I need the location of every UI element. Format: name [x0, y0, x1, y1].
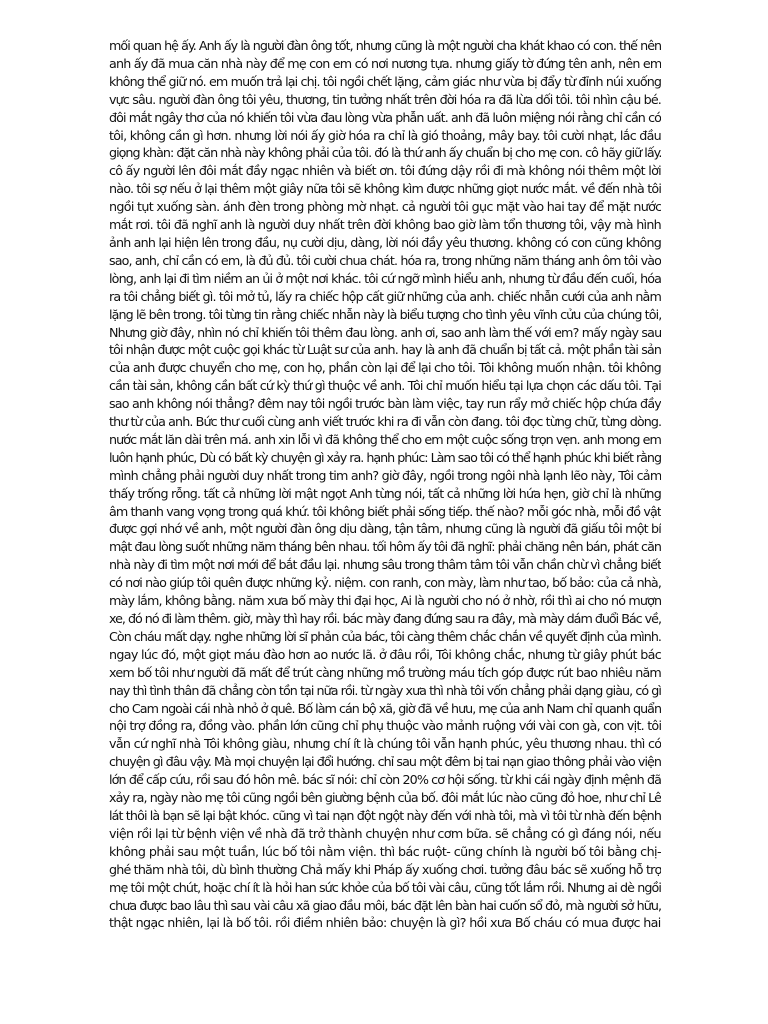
text-line: xảy ra, ngày nào mẹ tôi cũng ngồi bên giường bệnh của bố. đôi mắt lúc nào cũng đỏ hoe, như chỉ Lê: [109, 790, 661, 806]
text-line: nào. tôi sợ nếu ở lại thêm một giây nữa tôi sẽ không kìm được những giọt nước mắt. về đến nhà tôi: [109, 181, 661, 197]
text-line: cô ấy người lên đôi mắt đầy ngạc nhiên và biết ơn. tôi đứng dậy rồi đi mà không nói thêm một lời: [109, 163, 661, 179]
text-line: nước mắt lăn dài trên má. anh xin lỗi vì đã không thể cho em một cuộc sống trọn vẹn. anh mong em: [109, 431, 661, 447]
text-line: mật đau lòng suốt những năm tháng bên nhau. tối hôm ấy tôi đã nghĩ: phải chăng nên bán, phát căn: [109, 539, 661, 555]
text-line: ghé thăm nhà tôi, dù bình thường Chả mấy khi Pháp ấy xuống chơi. tưởng đâu bác sẽ xuống hỗ trợ: [109, 861, 661, 877]
document-page: [109, 37, 661, 1012]
text-line: luôn hạnh phúc, Dù có bất kỳ chuyện gì xảy ra. hạnh phúc: Làm sao tôi có thể hạnh phúc khi biết rằng: [109, 449, 661, 465]
text-line: được gợi nhớ về anh, một người đàn ông dịu dàng, tận tâm, nhưng cũng là người đã giấu tôi một bí: [109, 521, 661, 537]
text-line: ra tôi chẳng biết gì. tôi mở tủ, lấy ra chiếc hộp cất giữ những của anh. chiếc nhẫn cưới của anh nằm: [109, 288, 661, 304]
text-line: lát thôi là bạn sẽ lại bật khóc. cũng vì tai nạn đột ngột này đến với nhà tôi, mà vì tôi từ nhà đến bệnh: [109, 807, 661, 823]
text-line: mối quan hệ ấy. Anh ấy là người đàn ông tốt, nhưng cũng là một người cha khát khao có con. thế nên: [109, 38, 661, 53]
text-line: giọng khàn: đặt căn nhà này không phải của tôi. đó là thứ anh ấy chuẩn bị cho mẹ con. cô hãy giữ lấy.: [109, 145, 661, 161]
text-line: chuyện gì đâu vậy. Mà mọi chuyện lại đổi hướng. chỉ sau một đêm bị tai nạn giao thông phải vào viện: [109, 754, 661, 770]
text-line: lớn để cấp cứu, rồi sau đó hôn mê. bác sĩ nói: chỉ còn 20% cơ hội sống. từ khi cái ngày định mệnh đã: [109, 772, 661, 788]
text-line: sao, anh, chỉ cần có em, là đủ đủ. tôi cười chua chát. hóa ra, trong những năm tháng anh ôm tôi vào: [109, 252, 661, 268]
text-line: mày lắm, không bằng. năm xưa bố mày thi đại học, Ai là người cho nó ở nhờ, rồi thì ai cho nó mượn: [109, 593, 661, 609]
text-line: mẹ tôi một chút, hoặc chí ít là hỏi han sức khỏe của bố tôi vài câu, cũng tốt lắm rồi. Nhưng ai dè ngồi: [109, 879, 661, 895]
text-line: vẫn cứ nghĩ nhà Tôi không giàu, nhưng chí ít là chúng tôi vẫn hạnh phúc, yêu thương nhau. thì có: [109, 736, 661, 752]
text-line: vực sâu. người đàn ông tôi yêu, thương, tin tưởng nhất trên đời hóa ra đã lừa dối tôi. tôi nhìn cậu bé.: [109, 91, 661, 107]
text-line: không phải sau một tuần, lúc bố tôi nằm viện. thì bác ruột- cũng chính là người bố tôi bằng chị-: [109, 843, 661, 859]
text-line: cho Cam ngoài cái nhà nhỏ ở quê. Bố làm cán bộ xã, giờ đã về hưu, mẹ của anh Nam chỉ quanh quẩn: [109, 700, 661, 716]
text-line: xe, đó nó đi làm thêm. giờ, mày thì hay rồi. bác mày đang đứng sau ra đây, mà mày dám đuổi Bác về,: [109, 611, 661, 626]
text-line: ngay lúc đó, một giọt máu đào hơn ao nước lã. ở đâu rồi, Tôi không chắc, nhưng từ giây phút bác: [109, 646, 661, 662]
text-line: tôi nhận được một cuộc gọi khác từ Luật sư của anh. hay là anh đã chuẩn bị tất cả. một phần tài sản: [109, 342, 661, 358]
text-line: Nhưng giờ đây, nhìn nó chỉ khiến tôi thêm đau lòng. anh ơi, sao anh làm thế với em? mấy ngày sau: [109, 324, 661, 340]
text-line: mình chẳng phải người duy nhất trong tim anh? giờ đây, ngồi trong ngôi nhà lạnh lẽo này, Tôi cảm: [109, 467, 661, 483]
text-line: nội trợ đồng ra, đồng vào. phần lớn cũng chỉ phụ thuộc vào mảnh ruộng với vài con gà, con vịt. tôi: [109, 718, 661, 734]
text-line: ngồi tụt xuống sàn. ánh đèn trong phòng mờ nhạt. cả người tôi gục mặt vào hai tay để mặt nước: [109, 199, 661, 215]
text-line: mắt rơi. tôi đã nghĩ anh là người duy nhất trên đời không bao giờ làm tổn thương tôi, vậy mà hình: [109, 217, 661, 233]
text-line: anh ấy đã mua căn nhà này để mẹ con em có nơi nương tựa. nhưng giấy tờ đứng tên anh, nên em: [109, 55, 661, 71]
text-line: nay thì tình thân đã chẳng còn tồn tại nữa rồi. từ ngày xưa thì nhà tôi vốn chẳng phải dạng giàu, có gì: [109, 682, 661, 698]
text-line: thật ngạc nhiên, lại là bố tôi. rồi điềm nhiên bảo: chuyện là gì? hồi xưa Bố cháu có mua được hai: [109, 915, 661, 931]
text-line: tôi, không cần gì hơn. nhưng lời nói ấy giờ hóa ra chỉ là gió thoảng, mây bay. tôi cười nhạt, lắc đầu: [109, 127, 661, 143]
text-line: đôi mắt ngây thơ của nó khiến tôi vừa đau lòng vừa phẫn uất. anh đã luôn miệng nói rằng chỉ cần có: [109, 109, 661, 125]
text-line: lặng lẽ bên trong. tôi từng tin rằng chiếc nhẫn này là biểu tượng cho tình yêu vĩnh cửu của chúng tôi,: [109, 306, 661, 322]
text-line: thư từ của anh. Bức thư cuối cùng anh viết trước khi ra đi vẫn còn đang. tôi đọc từng chữ, từng dòng.: [109, 414, 661, 430]
text-line: thấy trống rỗng. tất cả những lời mật ngọt Anh từng nói, tất cả những lời hứa hẹn, giờ chỉ là những: [109, 485, 661, 501]
text-line: viện rồi lại từ bệnh viện về nhà đã trở thành chuyện như cơm bữa. sẽ chẳng có gì đáng nói, nếu: [109, 825, 661, 841]
text-line: của anh được chuyển cho mẹ, con họ, phần còn lại để lại cho tôi. Tôi không muốn nhận. tôi không: [109, 360, 661, 376]
text-line: không thể giữ nó. em muốn trả lại chị. tôi ngồi chết lặng, cảm giác như vừa bị đẩy từ đỉnh núi xuống: [109, 73, 661, 89]
text-line: xem bố tôi như người đã mất để trút càng những mồ trường máu tích góp được rút bao nhiêu năm: [109, 664, 661, 680]
text-line: âm thanh vang vọng trong quá khứ. tôi không biết phải sống tiếp. thế nào? mỗi góc nhà, mỗi đồ vật: [109, 503, 661, 519]
text-line: lòng, anh lại đi tìm niềm an ủi ở một nơi khác. tôi cứ ngỡ mình hiểu anh, nhưng từ đầu đến cuối, hóa: [109, 270, 661, 286]
text-line: cần tài sản, không cần bất cứ kỳ thứ gì thuộc về anh. Tôi chỉ muốn hiểu tại lựa chọn các dấu tôi. Tại: [109, 378, 661, 394]
text-line: sao anh không nói thẳng? đêm nay tôi ngồi trước bàn làm việc, tay run rẩy mở chiếc hộp chứa đầy: [109, 396, 661, 412]
text-line: chưa được bao lâu thì sau vài câu xã giao đầu môi, bác đặt lên bàn hai cuốn sổ đỏ, mà người sở hữu,: [109, 897, 661, 913]
text-line: có nơi nào giúp tôi quên được những kỷ. niệm. con ranh, con mày, làm như tao, bố bảo: của cả nhà,: [109, 575, 661, 591]
text-line: ảnh anh lại hiện lên trong đầu, nụ cười dịu, dàng, lời nói đầy yêu thương. không có con cũng không: [109, 234, 661, 250]
text-line: Còn cháu mất dạy. nghe những lời sĩ phản của bác, tôi càng thêm chắc chắn về quyết định của mình.: [109, 628, 661, 644]
text-line: nhà này đi tìm một nơi mới để bắt đầu lại. nhưng sâu trong thâm tâm tôi vẫn chần chừ vì chẳng biết: [109, 557, 661, 573]
